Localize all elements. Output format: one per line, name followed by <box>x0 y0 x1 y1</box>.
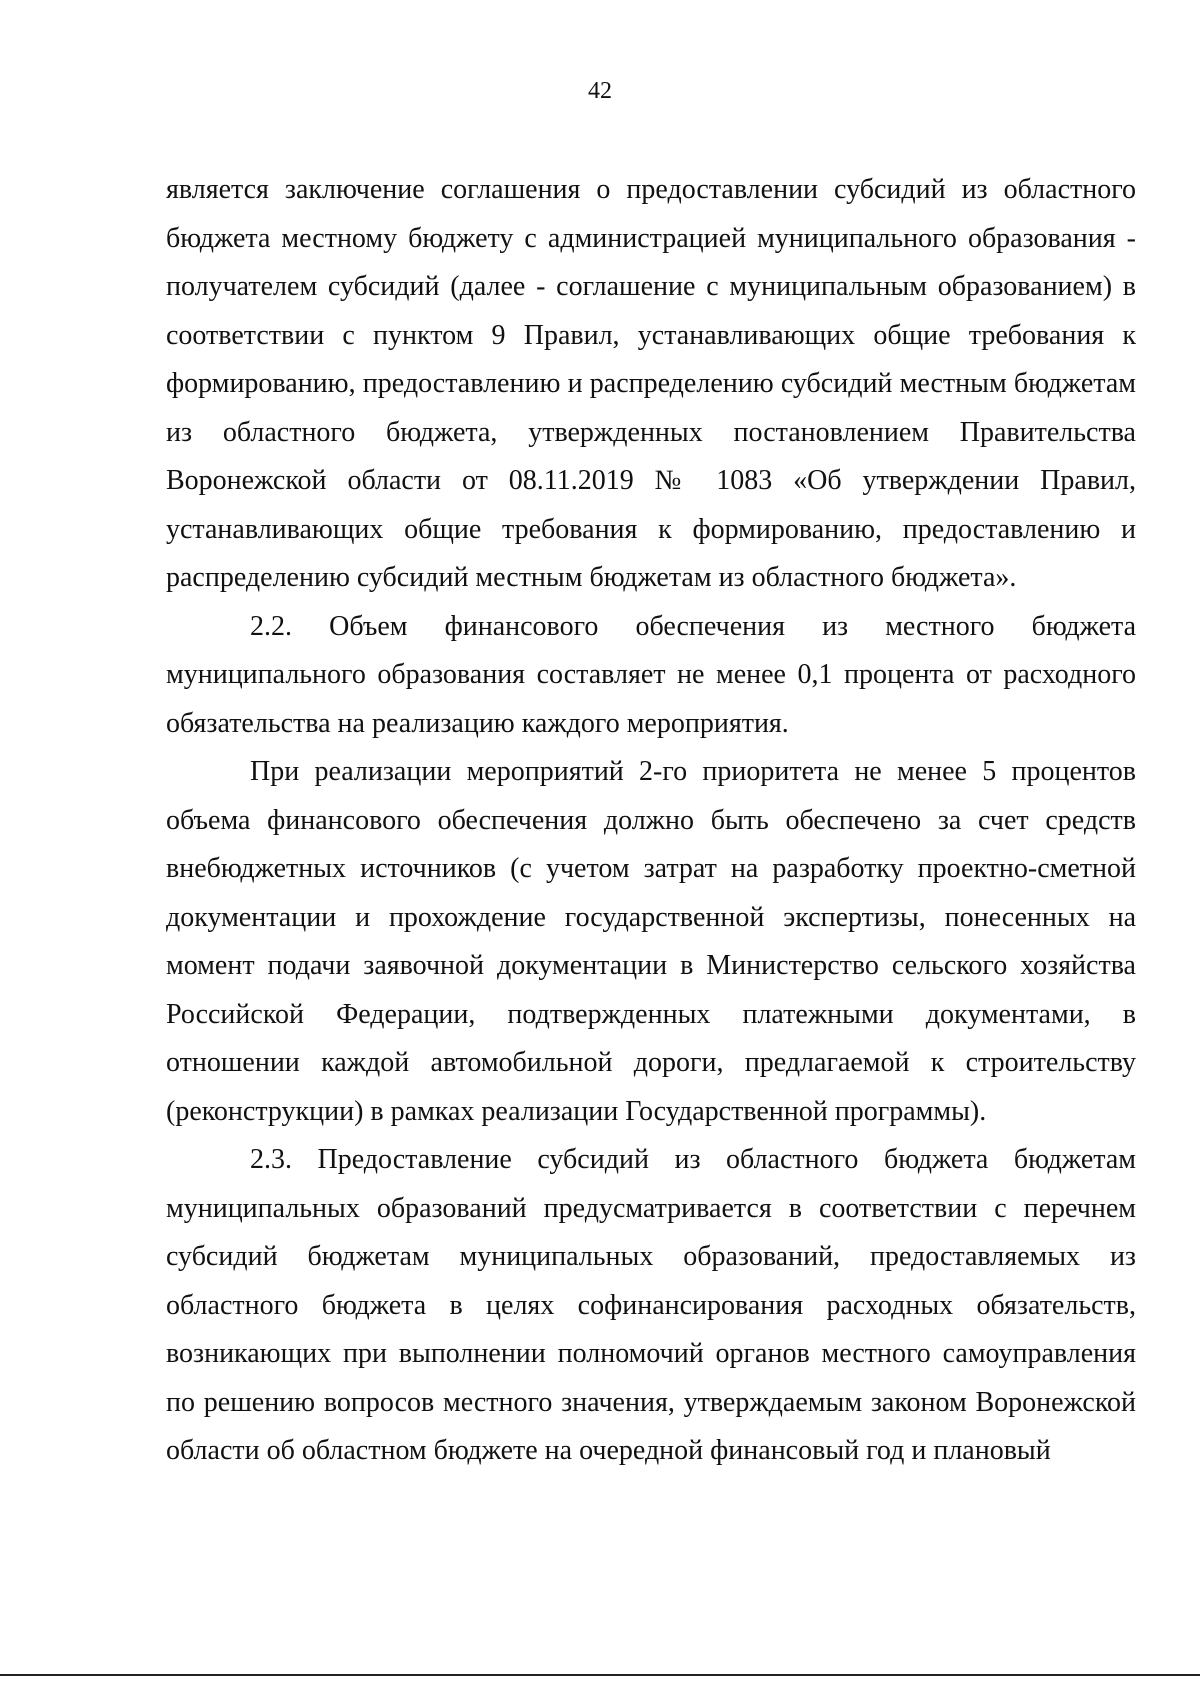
paragraph-2-3: 2.3. Предоставление субсидий из областного бюджета бюджетам муниципальных образований предусматривается в соответствии с перечнем субсидий бюджетам муниципальных образований, предоставляемых из областного бюджета в целях софинансирования расходных обязательств, возникающих при выполнении полномочий органов местного самоуправления по решению вопросов местного значения, утверждаемым законом Воронежской области об областном бюджете на очередной финансовый год и плановый <box>166 1144 1136 1466</box>
bottom-rule-divider <box>0 1674 1200 1676</box>
document-body <box>166 166 1136 1476</box>
paragraph-priority-2: При реализации мероприятий 2-го приоритета не менее 5 процентов объема финансового обеспечения должно быть обеспечено за счет средств внебюджетных источников (с учетом затрат на разработку проектно-сметной документации и прохождение государственной экспертизы, понесенных на момент подачи заявочной документации в Министерство сельского хозяйства Российской Федерации, подтвержденных платежными документами, в отношении каждой автомобильной дороги, предлагаемой к строительству (реконструкции) в рамках реализации Государственной программы). <box>166 756 1136 1127</box>
page-number: 42 <box>588 78 612 104</box>
paragraph-2-2: 2.2. Объем финансового обеспечения из местного бюджета муниципального образования составляет не менее 0,1 процента от расходного обязательства на реализацию каждого мероприятия. <box>166 610 1136 739</box>
paragraph-continuation: является заключение соглашения о предоставлении субсидий из областного бюджета местному бюджету с администрацией муниципального образования - получателем субсидий (далее - соглашение с муниципальным образованием) в соответствии с пунктом 9 Правил, устанавливающих общие требования к формированию, предоставлению и распределению субсидий местным бюджетам из областного бюджета, утвержденных постановлением Правительства Воронежской области от 08.11.2019 № 1083 «Об утверждении Правил, устанавливающих общие требования к формированию, предоставлению и распределению субсидий местным бюджетам из областного бюджета». <box>166 174 1136 593</box>
